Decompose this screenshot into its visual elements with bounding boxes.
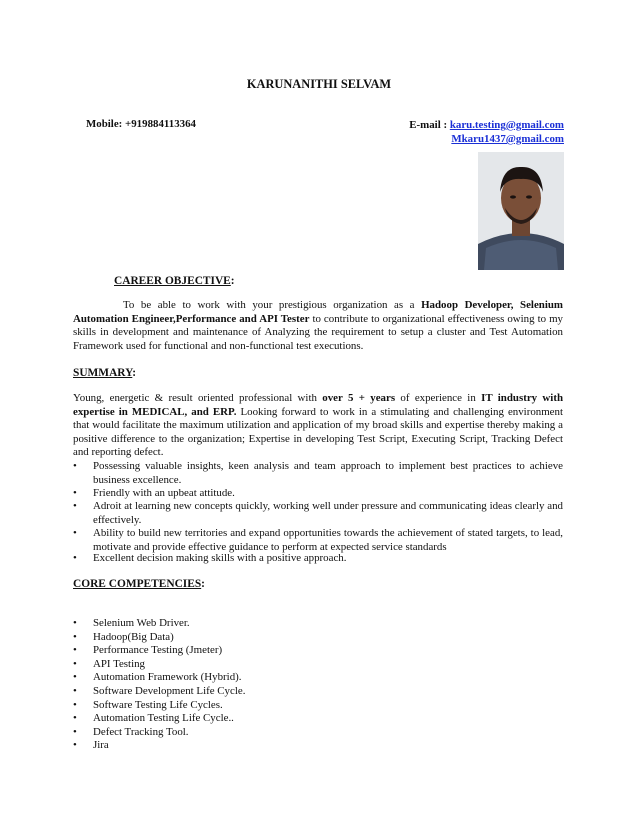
competency-text: Hadoop(Big Data) [93, 630, 174, 643]
competency-text: Defect Tracking Tool. [93, 725, 189, 738]
bullet-icon: • [73, 644, 77, 657]
competency-text: Software Development Life Cycle. [93, 684, 246, 697]
summary-bullet [73, 487, 563, 501]
competency-item [73, 712, 563, 726]
bullet-icon: • [73, 500, 77, 512]
career-objective-title: CAREER OBJECTIVE [114, 275, 231, 287]
bullet-icon: • [73, 460, 77, 472]
competency-text: Jira [93, 739, 109, 752]
competency-text: Automation Testing Life Cycle.. [93, 712, 234, 725]
core-competencies-colon: : [201, 578, 205, 590]
summary-bullet [73, 500, 563, 527]
competency-text: API Testing [93, 657, 145, 670]
summary-bullet [73, 527, 563, 554]
summary-text-3: Looking forward to work in a stimulating and challenging environment that would facilitate the maximum utilization and application of my broad skills and expertise thereby making a positive difference to the organization; Expertise in developing Test Script, Executing Script, Tracking Defect and reporting defect. [73, 405, 563, 459]
bullet-icon: • [73, 725, 77, 738]
summary-heading [73, 367, 136, 379]
summary-expertise: IT industry with expertise in MEDICAL, and ERP. [73, 392, 564, 418]
profile-photo [478, 152, 564, 270]
competency-item [73, 617, 563, 631]
bullet-icon: • [73, 739, 77, 752]
career-text-2: to contribute to organizational effectiveness owing to my skills in development and maintenance of Analyzing the requirement to setup a cluster and Test Automation Framework used for functional and non-functional test executions. [73, 312, 563, 352]
bullet-icon: • [73, 630, 77, 643]
bullet-icon: • [73, 698, 77, 711]
competency-text: Selenium Web Driver. [93, 617, 190, 629]
summary-bullet-text: Adroit at learning new concepts quickly, working well under pressure and communicating ideas clearly and effectively. [93, 500, 563, 526]
mobile-label: Mobile: [86, 118, 123, 130]
summary-text-1: Young, energetic & result oriented professional with [73, 392, 323, 404]
email-label: E-mail : [409, 119, 448, 131]
email-block [396, 118, 564, 146]
bullet-icon: • [73, 712, 77, 725]
summary-years: over 5 + years [322, 392, 396, 404]
candidate-name: KARUNANITHI SELVAM [246, 77, 392, 91]
competency-item [73, 726, 563, 740]
competency-text: Software Testing Life Cycles. [93, 698, 223, 711]
summary-colon: : [132, 367, 137, 379]
competency-text: Performance Testing (Jmeter) [93, 644, 223, 657]
bullet-icon: • [73, 527, 77, 539]
bullet-icon: • [73, 671, 77, 684]
career-roles: Hadoop Developer, Selenium Automation Engineer,Performance and API Tester [73, 299, 563, 325]
core-competencies-heading [73, 578, 205, 590]
career-text-1: To be able to work with your prestigious organization as a [123, 299, 422, 311]
competency-list [73, 617, 563, 753]
profile-photo-image [478, 152, 564, 270]
summary-bullet-text: Ability to build new territories and expand opportunities towards the achievement of stated targets, to lead, motivate and provide effective guidance to perform at expected service standards [93, 527, 563, 553]
bullet-icon: • [73, 617, 77, 629]
competency-item [73, 658, 563, 672]
career-objective-colon: : [230, 275, 235, 287]
bullet-icon: • [73, 684, 77, 697]
summary-bullet-text: Possessing valuable insights, keen analysis and team approach to implement best practices to achieve business excellence. [93, 460, 563, 486]
summary-bullet-text: Excellent decision making skills with a positive approach. [93, 552, 347, 564]
bullet-icon: • [73, 657, 77, 670]
bullet-icon: • [73, 552, 77, 564]
summary-title: SUMMARY [73, 367, 133, 379]
competency-item [73, 644, 563, 658]
summary-bullet [73, 460, 563, 487]
mobile-line [86, 118, 196, 130]
summary-text-2: of experience in [395, 392, 482, 404]
summary-bullet-text: Friendly with an upbeat attitude. [93, 487, 235, 499]
summary-text [73, 392, 563, 460]
career-objective-heading [114, 275, 235, 287]
competency-item [73, 685, 563, 699]
competency-item [73, 671, 563, 685]
core-competencies-title: CORE COMPETENCIES [73, 578, 202, 590]
bullet-icon: • [73, 487, 77, 499]
competency-text: Automation Framework (Hybrid). [93, 671, 242, 684]
competency-item [73, 739, 563, 753]
summary-bullet [73, 552, 563, 566]
email-link-2[interactable]: Mkaru1437@gmail.com [451, 133, 564, 145]
career-objective-text [73, 299, 563, 353]
competency-item [73, 631, 563, 645]
mobile-value: +919884113364 [125, 118, 196, 130]
email-link-1[interactable]: karu.testing@gmail.com [449, 119, 564, 131]
competency-item [73, 699, 563, 713]
